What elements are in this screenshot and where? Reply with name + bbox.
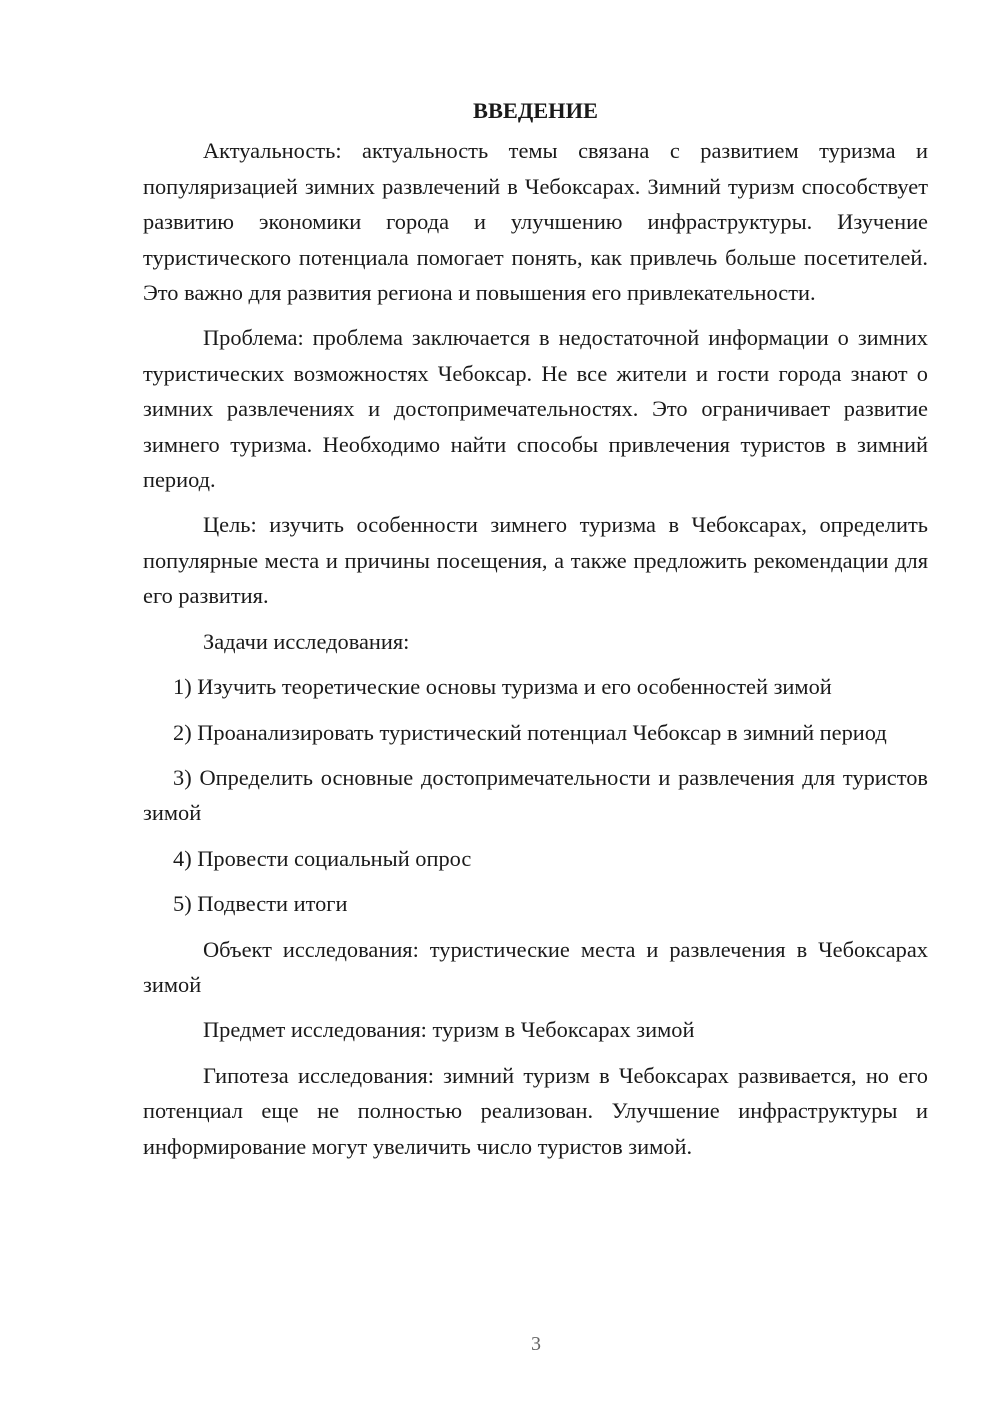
task-item-5: 5) Подвести итоги [173,891,348,917]
paragraph-hypothesis: Гипотеза исследования: зимний туризм в Чебоксарах развивается, но его потенциал еще не полностью реализован. Улучшение инфраструктуры и информирование могут увеличить число туристов зимой. [143,1062,928,1159]
task-item-2: 2) Проанализировать туристический потенциал Чебоксар в зимний период [173,719,887,745]
tasks-list [143,669,928,921]
section-title: ВВЕДЕНИЕ [473,98,598,123]
task-item-1: 1) Изучить теоретические основы туризма и его особенностей зимой [173,674,832,700]
paragraph-goal: Цель: изучить особенности зимнего туризма в Чебоксарах, определить популярные места и причины посещения, а также предложить рекомендации для его развития. [143,512,928,609]
task-item-3: 3) Определить основные достопримечательности и развлечения для туристов зимой [143,764,928,826]
page-number: 3 [531,1333,541,1355]
paragraph-subject: Предмет исследования: туризм в Чебоксарах зимой [203,1017,695,1043]
paragraph-relevance: Актуальность: актуальность темы связана с развитием туризма и популяризацией зимних развлечений в Чебоксарах. Зимний туризм способствует развитию экономики города и улучшению инфраструктуры. Изучение туристического потенциала помогает понять, как привлечь больше посетителей. Это важно для развития региона и повышения его привлекательности. [143,138,928,306]
paragraph-problem: Проблема: проблема заключается в недостаточной информации о зимних туристических возможностях Чебоксар. Не все жители и гости города знают о зимних развлечениях и достопримечательностях. Это ограничивает развитие зимнего туризма. Необходимо найти способы привлечения туристов в зимний период. [143,325,928,493]
tasks-heading: Задачи исследования: [203,628,410,654]
paragraph-object: Объект исследования: туристические места и развлечения в Чебоксарах зимой [143,936,928,997]
task-item-4: 4) Провести социальный опрос [173,845,472,871]
page-content [143,93,928,1164]
